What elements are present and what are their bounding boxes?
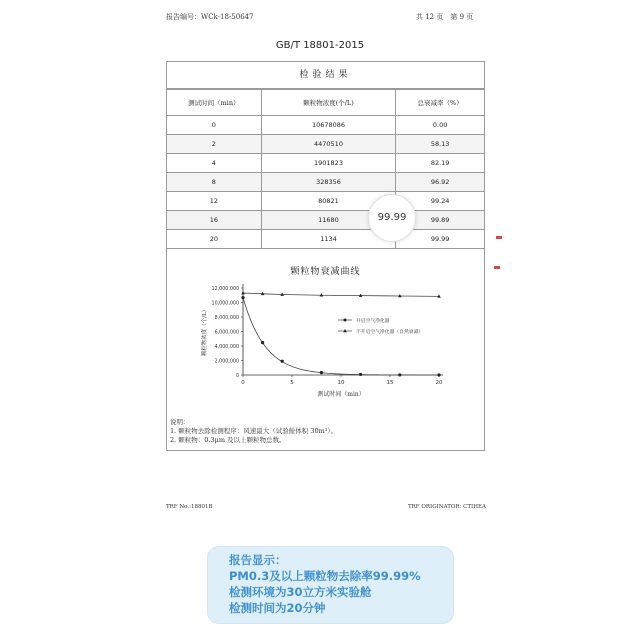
cell-decay: 96.92 bbox=[396, 173, 485, 192]
magnified-highlight: 99.99 bbox=[368, 194, 416, 242]
report-number: 报告编号：WCk-18-50647 bbox=[166, 13, 254, 21]
legend-marker-triangle bbox=[343, 329, 347, 332]
series-with-purifier-point bbox=[320, 371, 323, 374]
note-item: 2. 颗粒物：0.3μm 及以上颗粒物总数。 bbox=[170, 436, 286, 444]
legend-label: 开启空气净化器 bbox=[356, 318, 390, 324]
table-row bbox=[167, 192, 485, 211]
cell-time: 16 bbox=[167, 211, 262, 230]
chart-title: 颗粒物衰减曲线 bbox=[290, 267, 361, 277]
x-tick-label: 15 bbox=[386, 380, 394, 386]
cell-concentration: 10678086 bbox=[261, 116, 396, 135]
table-row bbox=[167, 173, 485, 192]
series-with-purifier-point bbox=[281, 360, 284, 363]
cell-concentration: 80821 bbox=[261, 192, 396, 211]
cell-decay: 99.99 bbox=[396, 230, 485, 249]
col-header-decay: 总衰减率（%） bbox=[396, 90, 485, 116]
x-axis-label: 测试时间（min） bbox=[317, 391, 365, 398]
series-with-purifier-point bbox=[437, 373, 440, 376]
table-row bbox=[167, 154, 485, 173]
cell-time: 20 bbox=[167, 230, 262, 249]
y-tick-label: 6,000,000 bbox=[214, 330, 239, 336]
series-with-purifier-line bbox=[243, 298, 439, 375]
col-header-concentration: 颗粒物浓度(个/L) bbox=[261, 90, 396, 116]
y-tick-label: 12,000,000 bbox=[211, 287, 239, 292]
table-header-row bbox=[167, 90, 485, 116]
y-axis-label: 颗粒物浓度（个/L） bbox=[202, 306, 208, 357]
cell-time: 8 bbox=[167, 173, 262, 192]
cell-concentration: 4470510 bbox=[261, 135, 396, 154]
cell-decay: 99.89 bbox=[396, 211, 485, 230]
table-row bbox=[167, 211, 485, 230]
standard-code: GB/T 18801-2015 bbox=[275, 40, 365, 51]
series-with-purifier-point bbox=[398, 373, 401, 376]
cell-decay: 58.13 bbox=[396, 135, 485, 154]
cell-time: 2 bbox=[167, 135, 262, 154]
series-natural-decay-line bbox=[243, 293, 439, 296]
notes-title: 说明： bbox=[170, 418, 190, 426]
note-item: 1. 颗粒物去除检测程序：风速最大（试验舱体积 30m³）。 bbox=[170, 427, 338, 435]
footer-originator: TRF ORIGINATOR: CTIHEA bbox=[408, 504, 486, 510]
cell-time: 12 bbox=[167, 192, 262, 211]
legend-label: 不开启空气净化器（自然衰减） bbox=[356, 329, 424, 335]
series-with-purifier-point bbox=[359, 373, 362, 376]
banner-line: PM0.3及以上颗粒物去除率99.99% bbox=[229, 569, 421, 583]
series-with-purifier-point bbox=[261, 341, 264, 344]
y-tick-label: 4,000,000 bbox=[214, 345, 239, 350]
x-tick-label: 20 bbox=[435, 380, 443, 386]
x-tick-label: 0 bbox=[241, 380, 245, 386]
legend-marker-circle bbox=[344, 319, 347, 322]
cell-concentration: 1901823 bbox=[261, 154, 396, 173]
series-with-purifier-point bbox=[241, 296, 244, 299]
cell-time: 4 bbox=[167, 154, 262, 173]
decay-chart bbox=[166, 270, 485, 410]
cell-concentration: 1134 bbox=[261, 230, 396, 249]
y-tick-label: 2,000,000 bbox=[214, 359, 239, 365]
cell-decay: 0.00 bbox=[396, 116, 485, 135]
cell-decay: 82.19 bbox=[396, 154, 485, 173]
edge-mark bbox=[494, 266, 500, 269]
notes bbox=[170, 418, 337, 445]
table-row bbox=[167, 230, 485, 249]
banner-line: 检测时间为20分钟 bbox=[229, 601, 326, 615]
x-tick-label: 10 bbox=[337, 380, 345, 386]
cell-concentration: 328356 bbox=[261, 173, 396, 192]
summary-banner-text bbox=[229, 552, 421, 616]
y-tick-label: 0 bbox=[235, 374, 239, 379]
series-natural-decay-point bbox=[241, 291, 245, 294]
banner-line: 报告显示： bbox=[229, 553, 287, 567]
page-info: 共 12 页 第 9 页 bbox=[416, 13, 474, 21]
x-tick-label: 5 bbox=[290, 380, 294, 386]
edge-mark bbox=[496, 236, 502, 239]
cell-concentration: 11680 bbox=[261, 211, 396, 230]
cell-decay: 99.24 bbox=[396, 192, 485, 211]
cell-time: 0 bbox=[167, 116, 262, 135]
results-table bbox=[166, 89, 485, 249]
table-row bbox=[167, 135, 485, 154]
results-title: 检验结果 bbox=[166, 61, 485, 89]
footer-trf-no: TRF No.:18801B bbox=[166, 504, 213, 510]
y-tick-label: 8,000,000 bbox=[214, 316, 239, 321]
y-tick-label: 10,000,000 bbox=[211, 301, 239, 307]
banner-line: 检测环境为30立方米实验舱 bbox=[229, 585, 372, 599]
table-row bbox=[167, 116, 485, 135]
col-header-time: 测试时间（min） bbox=[167, 90, 262, 116]
